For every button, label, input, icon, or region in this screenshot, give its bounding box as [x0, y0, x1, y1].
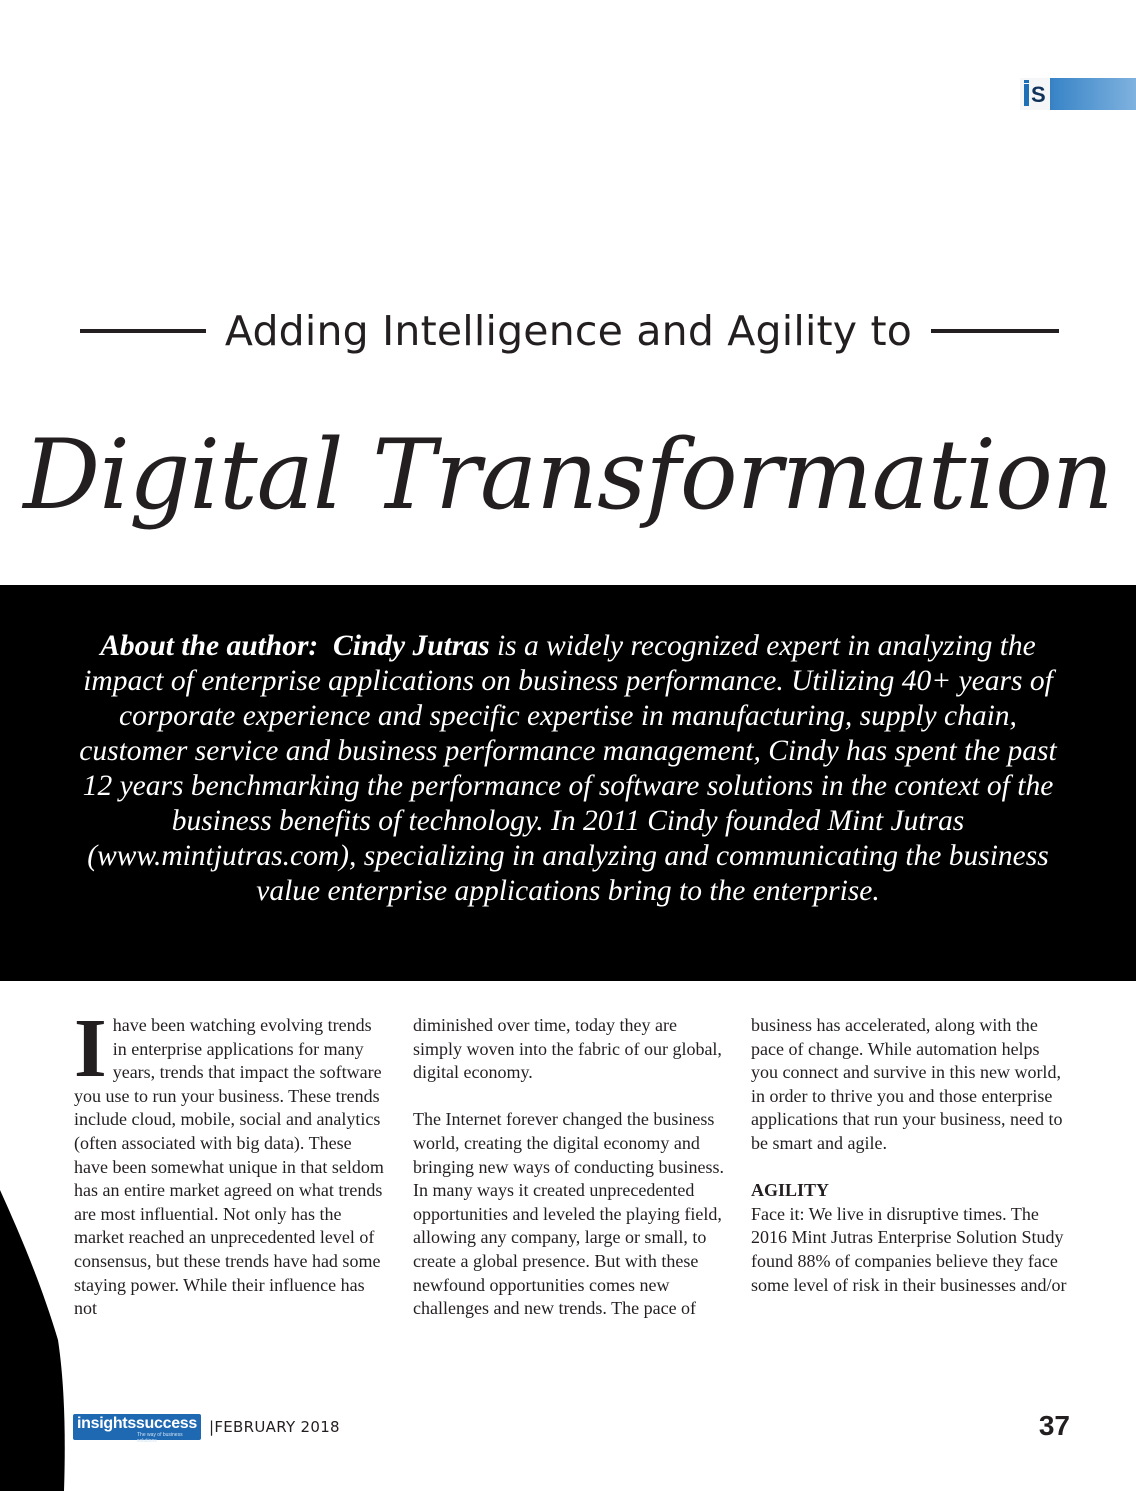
footer-logo-tagline: The way of business solutions [137, 1432, 183, 1444]
author-bio: is a widely recognized expert in analyzing the impact of enterprise applications on business performance. Utilizing 40+ years of corporate experience and specific expertise in manufacturing, supply chain, customer service and business performance management, Cindy has spent the past 12 years benchmarking the performance of software solutions in the context of the business benefits of technology. In 2011 Cindy founded Mint Jutras (www.mintjutras.com), specializing in analyzing and communicating the business value enterprise applications bring to the enterprise. [79, 630, 1057, 907]
author-label: About the author: [100, 630, 319, 662]
author-name: Cindy Jutras [333, 630, 490, 662]
brand-tab [1020, 78, 1136, 110]
paragraph: The Internet forever changed the business world, creating the digital economy and bringing new ways of conducting business. In many ways it created unprecedented opportunities and leveled the playing field, allowing any company, large or small, to create a global presence. But with these newfound opportunities comes new challenges and new trends. The pace of [413, 1109, 724, 1319]
paragraph-text: have been watching evolving trends in enterprise applications for many years, trends that impact the software you use to run your business. These trends include cloud, mobile, social and analytics (often associated with big data). These have been somewhat unique in that seldom has an entire market agreed on what trends are most influential. Not only has the market reached an unprecedented level of consensus, but these trends have had some staying power. While their influence has not [74, 1015, 384, 1319]
author-box [0, 585, 1136, 981]
footer-logo-text: insightssuccess [77, 1415, 198, 1432]
drop-cap: I [74, 1002, 107, 1095]
article-column-2 [413, 1014, 729, 1321]
section [751, 1179, 1067, 1297]
article-headline: Digital Transformation [23, 419, 1113, 531]
article-kicker-row [0, 300, 1136, 364]
issue-date: |FEBRUARY 2018 [209, 1418, 340, 1436]
article-kicker: Adding Intelligence and Agility to [224, 307, 913, 355]
page-number: 37 [1038, 1410, 1070, 1441]
kicker-rule-right [931, 329, 1059, 333]
kicker-rule-left [80, 329, 206, 333]
author-bio-block [70, 629, 1066, 909]
paragraph-text: Face it: We live in disruptive times. The 2016 Mint Jutras Enterprise Solution Study found 88% of companies believe they face some level of risk in their businesses and/or [751, 1203, 1067, 1295]
paragraph [74, 1002, 390, 1321]
decorative-wedge [0, 1190, 70, 1491]
paragraph: business has accelerated, along with the pace of change. While automation helps you connect and survive in this new world, in order to thrive you and those enterprise applications that run your business, need to be smart and agile. [751, 1015, 1063, 1153]
brand-logo-icon: S [1020, 78, 1050, 110]
article-column-1 [74, 1002, 390, 1321]
article-column-3 [751, 1014, 1067, 1297]
paragraph: diminished over time, today they are simply woven into the fabric of our global, digital economy. [413, 1015, 722, 1083]
footer-logo [73, 1414, 201, 1444]
section-heading: AGILITY [751, 1180, 830, 1201]
